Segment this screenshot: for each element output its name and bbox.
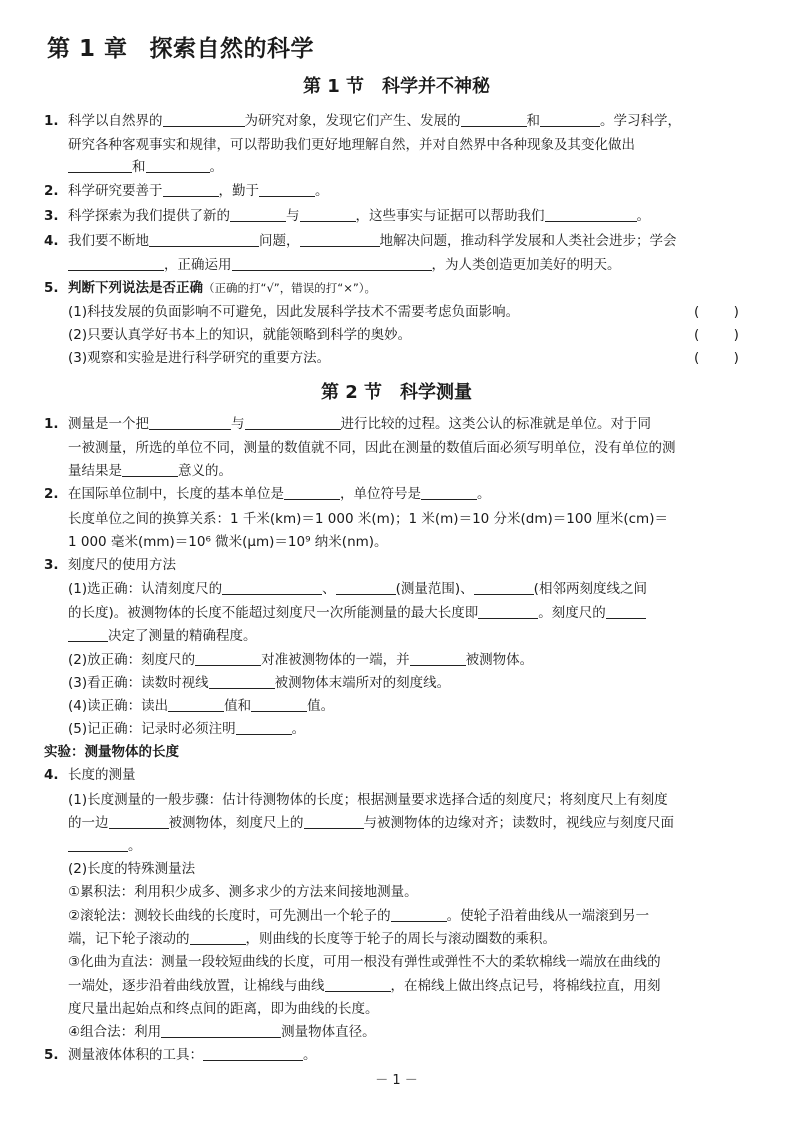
blank[interactable]: [209, 674, 275, 689]
s2-q5-line: 测量液体体积的工具： 。: [68, 1047, 317, 1063]
s1-q3-line: 科学探索为我们提供了新的 与 ，这些事实与证据可以帮助我们 。: [68, 208, 650, 224]
blank[interactable]: [109, 814, 169, 829]
answer-parenthesis[interactable]: ( ): [694, 304, 739, 320]
s2-q4-a-line3: 。: [68, 837, 142, 855]
blank[interactable]: [122, 462, 178, 477]
s2-q3-p1-line3: 决定了测量的精确程度。: [68, 627, 257, 645]
blank[interactable]: [230, 207, 286, 222]
s1-q1-number: 1.: [44, 113, 59, 129]
blank[interactable]: [545, 207, 637, 222]
s2-q4-method-2-line2: 端，记下轮子滚动的 ，则曲线的长度等于轮子的周长与滚动圈数的乘积。: [68, 931, 556, 947]
blank[interactable]: [149, 415, 231, 430]
blank[interactable]: [163, 112, 245, 127]
s2-q2-line1: 在国际单位制中，长度的基本单位是 ，单位符号是 。: [68, 486, 491, 502]
answer-parenthesis[interactable]: ( ): [694, 350, 739, 366]
s2-q3-title: 刻度尺的使用方法: [68, 557, 176, 573]
chapter-title: 探索自然的科学: [149, 36, 315, 62]
s2-q2-line3: 1 000 毫米(mm)＝10⁶ 微米(μm)＝10⁹ 纳米(nm)。: [68, 534, 388, 550]
s2-q4-method-3-line3: 度尺量出起始点和终点间的距离，即为曲线的长度。: [68, 1001, 379, 1017]
s2-q1-line1: 测量是一个把 与 进行比较的过程。这类公认的标准就是单位。对于同: [68, 416, 651, 432]
s2-q2-number: 2.: [44, 486, 59, 502]
blank[interactable]: [163, 182, 219, 197]
blank[interactable]: [304, 814, 364, 829]
page-number: － 1 －: [375, 1073, 418, 1088]
section-2-number: 第 2 节: [320, 382, 383, 403]
s2-q4-title: 长度的测量: [68, 767, 136, 783]
blank[interactable]: [478, 604, 538, 619]
s2-q4-a-line1: (1)长度测量的一般步骤：估计待测物体的长度；根据测量要求选择合适的刻度尺；将刻度尺上有刻度: [68, 792, 668, 808]
blank[interactable]: [149, 232, 259, 247]
s1-q1-line2: 研究各种客观事实和规律，可以帮助我们更好地理解自然，并对自然界中各种现象及其变化做出: [68, 137, 635, 153]
blank[interactable]: [251, 697, 307, 712]
s1-q5-title: 判断下列说法是否正确（正确的打“√”，错误的打“×”）。: [68, 280, 377, 296]
s2-q4-method-1: ①累积法：利用积少成多、测多求少的方法来间接地测量。: [68, 884, 418, 900]
s2-q4-method-2-line1: ②滚轮法：测较长曲线的长度时，可先测出一个轮子的 。使轮子沿着曲线从一端滚到另一: [68, 908, 650, 924]
section-2-title: 科学测量: [400, 382, 473, 403]
s1-q1-line1: 科学以自然界的 为研究对象，发现它们产生、发展的 和 。学习科学，: [68, 113, 681, 129]
s1-q4-line2: ，正确运用 ，为人类创造更加美好的明天。: [68, 256, 621, 274]
blank[interactable]: [222, 580, 322, 595]
s1-q5-item-2: (2)只要认真学好书本上的知识，就能领略到科学的奥妙。: [68, 327, 412, 343]
blank[interactable]: [161, 1023, 281, 1038]
s2-q1-number: 1.: [44, 416, 59, 432]
s2-q3-number: 3.: [44, 557, 59, 573]
s2-q3-p3: (3)看正确：读数时视线 被测物体末端所对的刻度线。: [68, 675, 451, 691]
blank[interactable]: [474, 580, 534, 595]
s2-q4-method-3-line2: 一端处，逐步沿着曲线放置，让棉线与曲线 ，在棉线上做出终点记号，将棉线拉直，用刻: [68, 978, 661, 994]
s1-q1-line3: 和 。: [68, 158, 223, 176]
s2-q4-method-4: ④组合法：利用 测量物体直径。: [68, 1024, 376, 1040]
section-2-heading: [0, 378, 793, 404]
experiment-heading: 实验：测量物体的长度: [44, 744, 179, 760]
blank[interactable]: [461, 112, 527, 127]
s2-q4-method-3-line1: ③化曲为直法：测量一段较短曲线的长度，可用一根没有弹性或弹性不大的柔软棉线一端放在曲线的: [68, 954, 661, 970]
blank[interactable]: [232, 256, 432, 271]
s2-q3-p1-line1: (1)选正确：认清刻度尺的 、 (测量范围)、 (相邻两刻度线之间: [68, 581, 647, 597]
blank[interactable]: [236, 720, 292, 735]
blank[interactable]: [300, 232, 380, 247]
s2-q1-line2: 一被测量，所选的单位不同，测量的数值就不同，因此在测量的数值后面必须写明单位，没有单位的测: [68, 440, 676, 456]
s2-q4-b-title: (2)长度的特殊测量法: [68, 861, 196, 877]
blank[interactable]: [190, 930, 246, 945]
blank[interactable]: [68, 256, 164, 271]
blank[interactable]: [168, 697, 224, 712]
s1-q3-number: 3.: [44, 208, 59, 224]
blank[interactable]: [68, 837, 128, 852]
s1-q5-item-3: (3)观察和实验是进行科学研究的重要方法。: [68, 350, 331, 366]
blank[interactable]: [540, 112, 600, 127]
s2-q3-p1-line2: 的长度)。被测物体的长度不能超过刻度尺一次所能测量的最大长度即 。刻度尺的: [68, 604, 646, 622]
blank[interactable]: [391, 907, 447, 922]
section-1-heading: [0, 72, 793, 98]
blank[interactable]: [259, 182, 315, 197]
s2-q1-line3: 量结果是 意义的。: [68, 463, 232, 479]
s1-q4-line1: 我们要不断地 问题， 地解决问题，推动科学发展和人类社会进步；学会: [68, 233, 677, 249]
s1-q4-number: 4.: [44, 233, 59, 249]
blank[interactable]: [68, 627, 108, 642]
s1-q5-number: 5.: [44, 280, 59, 296]
blank[interactable]: [195, 651, 261, 666]
blank[interactable]: [284, 485, 340, 500]
section-1-number: 第 1 节: [302, 76, 365, 97]
blank[interactable]: [325, 977, 391, 992]
chapter-heading: [47, 30, 314, 63]
blank[interactable]: [146, 158, 210, 173]
s1-q2-number: 2.: [44, 183, 59, 199]
blank[interactable]: [410, 651, 466, 666]
s2-q5-number: 5.: [44, 1047, 59, 1063]
s1-q5-item-1: (1)科技发展的负面影响不可避免，因此发展科学技术不需要考虑负面影响。: [68, 304, 520, 320]
s2-q3-p2: (2)放正确：刻度尺的 对准被测物体的一端，并 被测物体。: [68, 652, 534, 668]
blank[interactable]: [606, 604, 646, 619]
s2-q2-line2: 长度单位之间的换算关系：1 千米(km)＝1 000 米(m)；1 米(m)＝10 分米(dm)＝100 厘米(cm)＝: [68, 511, 668, 527]
answer-parenthesis[interactable]: ( ): [694, 327, 739, 343]
section-1-title: 科学并不神秘: [382, 76, 491, 97]
s1-q2-line: 科学研究要善于 ，勤于 。: [68, 183, 329, 199]
s2-q4-a-line2: 的一边 被测物体，刻度尺上的 与被测物体的边缘对齐；读数时，视线应与刻度尺面: [68, 815, 674, 831]
blank[interactable]: [421, 485, 477, 500]
blank[interactable]: [203, 1046, 303, 1061]
s2-q3-p4: (4)读正确：读出 值和 值。: [68, 698, 335, 714]
blank[interactable]: [68, 158, 132, 173]
s2-q4-number: 4.: [44, 767, 59, 783]
blank[interactable]: [336, 580, 396, 595]
blank[interactable]: [245, 415, 341, 430]
s2-q3-p5: (5)记正确：记录时必须注明 。: [68, 721, 306, 737]
chapter-number: 第 1 章: [47, 36, 128, 62]
blank[interactable]: [300, 207, 356, 222]
